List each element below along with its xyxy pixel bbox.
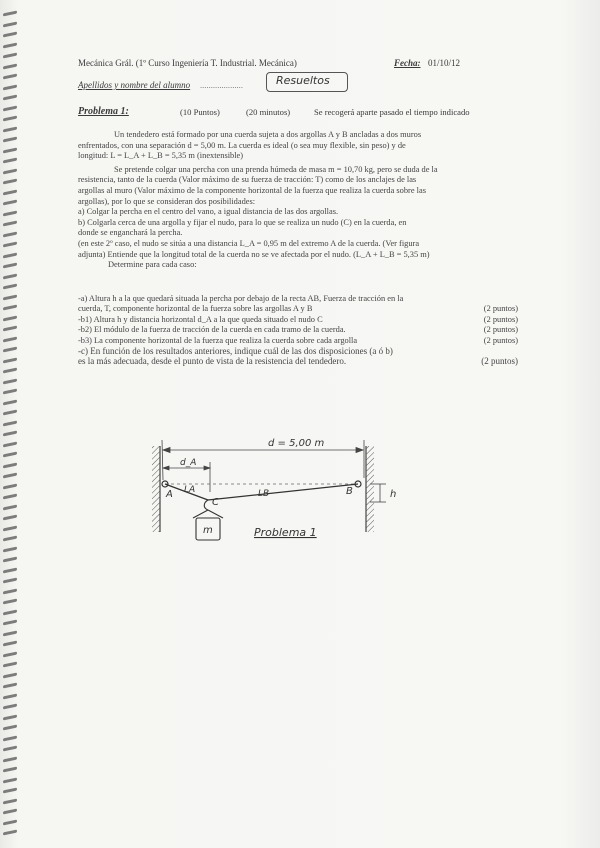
question-item: -a) Altura h a la que quedará situada la percha por debajo de la recta AB, Fuerza de tracción en la [78,294,404,303]
statement-line: Se pretende colgar una percha con una prenda húmeda de masa m = 10,70 kg, pero se duda de la [114,164,438,174]
label-m: m [203,525,213,536]
name-dots: .................... [200,80,243,90]
d-label: d = 5,00 m [268,438,325,449]
label-LA: LA [184,485,196,495]
student-name-label: Apellidos y nombre del alumno [78,80,191,90]
date-label: Fecha: [394,58,421,68]
statement-line: longitud: L = L_A + L_B = 5,35 m (inextensible) [78,151,244,161]
question-item: -b2) El módulo de la fuerza de tracción de la cuerda en cada tramo de la cuerda. (2 puntos) [78,325,518,335]
statement-line: a) Colgar la percha en el centro del vano, a igual distancia de las dos argollas. [78,207,339,217]
question-item: -c) En función de los resultados anteriores, indique cuál de las dos disposiciones (a ó b) [78,345,393,356]
statement-line: Determine para cada caso: [108,260,197,270]
dA-label: d_A [180,458,197,468]
student-name-value: Resueltos [276,74,330,87]
problem-note: Se recogerá aparte pasado el tiempo indicado [314,107,470,117]
statement-line: argollas al muro (Valor máximo de la componente horizontal de la fuerza que realiza la cuerda sobre las [78,185,426,195]
label-h: h [390,489,397,500]
statement-line: b) Colgarla cerca de una argolla y fijar el nudo, para lo que se realiza un nudo (C) en la cuerda, en [78,217,407,227]
statement-line: Un tendedero está formado por una cuerda sujeta a dos argollas A y B ancladas a dos muros [114,130,422,139]
problem-title: Problema 1: [78,106,129,117]
statement-line: adjunta) Entiende que la longitud total de la cuerda no se ve afectada por el nudo. (L_A + L_B = 5,35 m) [78,249,430,259]
statement-line: resistencia, tanto de la cuerda (Valor máximo de su fuerza de tracción: T) como de los anclajes de las [78,175,417,185]
statement-line: donde se enganchará la percha. [78,228,183,238]
course-title: Mecánica Grál. (1º Curso Ingeniería T. Industrial. Mecánica) [78,58,297,68]
question-item: es la más adecuada, desde el punto de vista de la resistencia del tendedero. (2 puntos) [78,356,518,367]
statement-line: argollas), por lo que se consideran dos posibilidades: [78,196,256,206]
problem-points: (10 Puntos) [180,107,220,117]
label-A: A [166,489,173,500]
date-value: 01/10/12 [428,58,461,68]
figure-caption: Problema 1 [254,526,317,539]
question-item: -b3) La componente horizontal de la fuerza que realiza la cuerda sobre cada argolla (2 puntos) [78,335,518,345]
statement-line: (en este 2º caso, el nudo se sitúa a una distancia L_A = 0,95 m del extremo A de la cuerda. (Ver figura [78,238,420,248]
label-LB: LB [258,489,270,499]
label-B: B [346,486,353,497]
right-wall [366,446,374,532]
question-item: -b1) Altura h y distancia horizontal d_A a la que queda situado el nudo C (2 puntos) [78,314,518,324]
left-wall [152,446,160,532]
problem-time: (20 minutos) [246,107,291,117]
question-item: cuerda, T, componente horizontal de la fuerza sobre las argollas A y B (2 puntos) [78,304,518,314]
statement-line: enfrentados, con una separación d = 5,00 m. La cuerda es ideal (o sea muy flexible, sin peso) y de [78,140,406,150]
label-C: C [212,497,219,508]
